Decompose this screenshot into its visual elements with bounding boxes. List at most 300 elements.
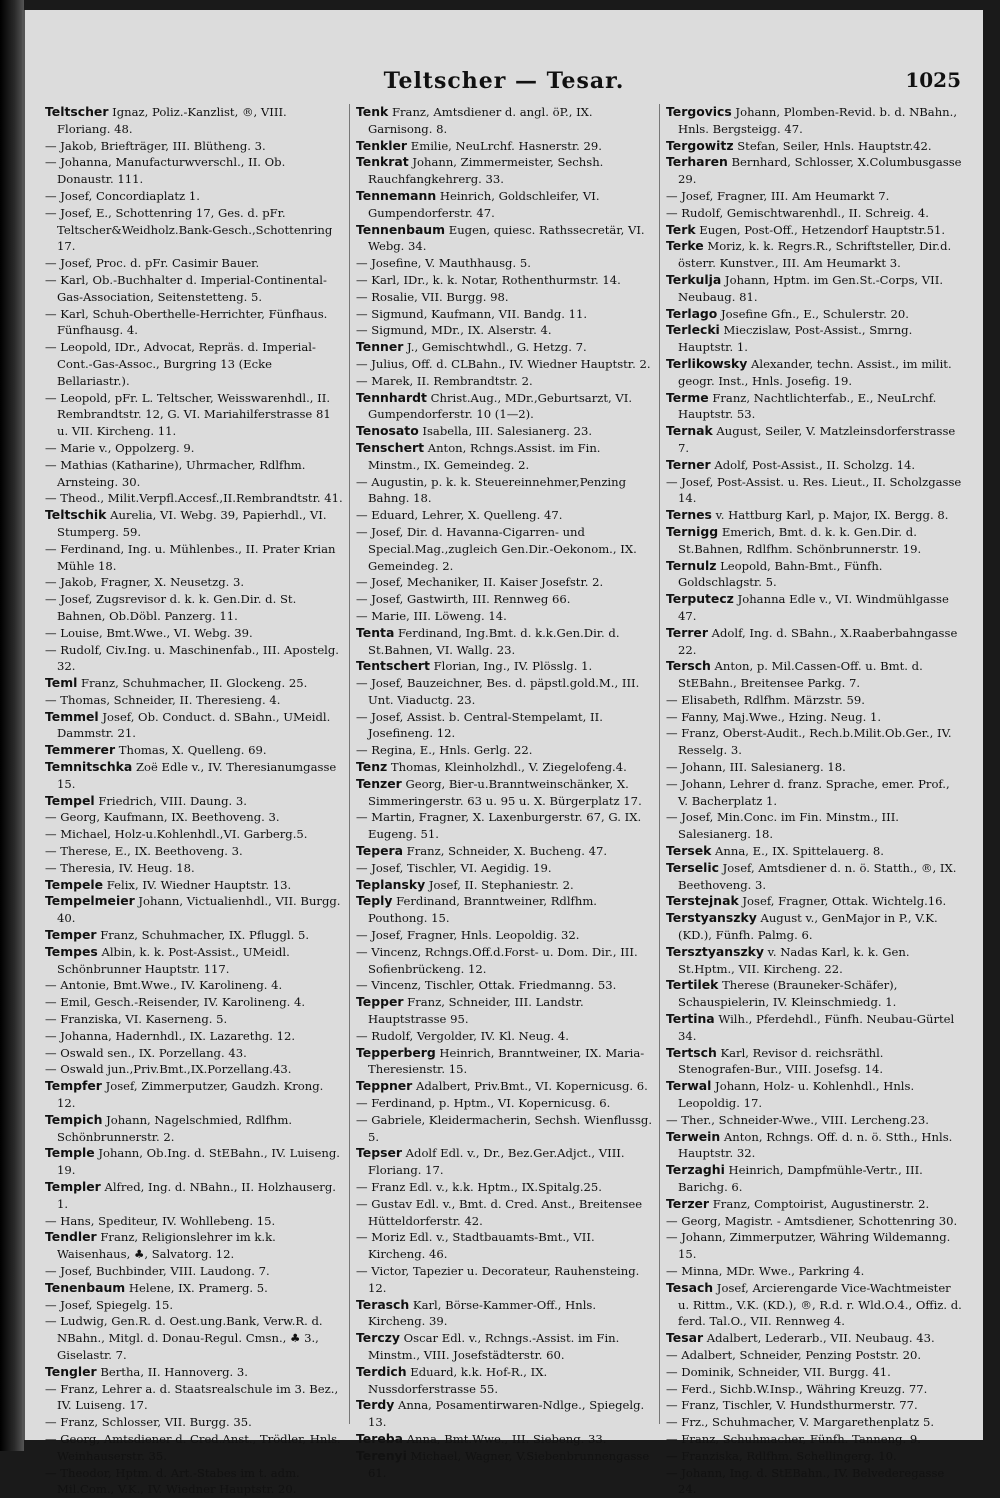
entry-details: Adolf, Post-Assist., II. Scholzg. 14. bbox=[710, 457, 916, 472]
directory-entry bbox=[356, 1397, 653, 1431]
directory-entry bbox=[356, 322, 653, 339]
entry-details: — Josef, Zugsrevisor d. k. k. Gen.Dir. d. St. Bahnen, Ob.Döbl. Panzerg. 11. bbox=[45, 592, 297, 623]
entry-details: Adalbert, Priv.Bmt., VI. Kopernicusg. 6. bbox=[412, 1079, 648, 1094]
directory-entry bbox=[356, 138, 653, 155]
entry-details: Oscar Edl. v., Rchngs.-Assist. im Fin. Minstm., VIII. Josefstädterstr. 60. bbox=[368, 1331, 620, 1362]
directory-entry bbox=[45, 977, 343, 994]
directory-entry bbox=[666, 356, 963, 390]
entry-details: — Michael, Holz-u.Kohlenhdl.,VI. Garberg.5. bbox=[45, 827, 308, 842]
directory-entry bbox=[666, 1213, 963, 1230]
directory-entry bbox=[666, 776, 963, 810]
entry-surname: Terlago bbox=[666, 305, 718, 321]
entry-surname: Tennhardt bbox=[356, 389, 427, 405]
entry-surname: Tenkler bbox=[356, 137, 408, 153]
entry-details: Adolf Edl. v., Dr., Bez.Ger.Adjct., VIII. Floriang. 17. bbox=[368, 1146, 625, 1178]
entry-surname: Tentschert bbox=[356, 658, 430, 674]
directory-entry bbox=[666, 205, 963, 222]
directory-entry bbox=[45, 1280, 343, 1297]
directory-entry bbox=[666, 390, 963, 424]
directory-entry bbox=[45, 104, 343, 138]
directory-entry bbox=[45, 994, 343, 1011]
entry-details: Moriz, k. k. Regrs.R., Schriftsteller, Dir.d. österr. Kunstver., III. Am Heumarkt 3. bbox=[678, 239, 952, 271]
entry-details: — Josef, Min.Conc. im Fin. Minstm., III. Salesianerg. 18. bbox=[666, 810, 899, 842]
directory-entry bbox=[356, 1112, 653, 1146]
entry-details: — Johann, Zimmerputzer, Währing Wildemanng. 15. bbox=[666, 1230, 951, 1262]
entry-details: Friedrich, VIII. Daung. 3. bbox=[94, 793, 247, 808]
entry-surname: Terdy bbox=[356, 1397, 395, 1413]
entry-surname: Terharen bbox=[666, 154, 728, 170]
page-header bbox=[25, 62, 983, 98]
entry-details: — Theodor, Hptm. d. Art.-Stabes im t. adm. Mil.Com., V.K., IV. Wiedner Hauptstr. 20. bbox=[45, 1465, 300, 1497]
directory-entry bbox=[666, 1112, 963, 1129]
entry-details: — Fanny, Maj.Wwe., Hzing. Neug. 1. bbox=[666, 709, 882, 724]
entry-details: — Johann, III. Salesianerg. 18. bbox=[666, 760, 846, 775]
directory-entry bbox=[356, 255, 653, 272]
directory-entry bbox=[666, 272, 963, 306]
directory-entry bbox=[45, 709, 343, 743]
directory-entry bbox=[45, 1179, 343, 1213]
directory-entry bbox=[666, 944, 963, 978]
entry-details: — Gabriele, Kleidermacherin, Sechsh. Wienflussg. 5. bbox=[356, 1112, 653, 1144]
entry-details: Adalbert, Lederarb., VII. Neubaug. 43. bbox=[703, 1331, 935, 1346]
directory-entry bbox=[45, 1045, 343, 1062]
directory-entry bbox=[666, 1448, 963, 1465]
entry-surname: Tennemann bbox=[356, 187, 437, 203]
entry-surname: Tergovics bbox=[666, 104, 732, 119]
directory-entry bbox=[45, 860, 343, 877]
entry-details: Franz, Amtsdiener d. angl. öP., IX. Garnisong. 8. bbox=[368, 105, 593, 136]
entry-surname: Temmel bbox=[45, 708, 99, 724]
entry-details: — Karl, IDr., k. k. Notar, Rothenthurmstr. 14. bbox=[356, 272, 621, 287]
directory-entry bbox=[666, 138, 963, 155]
directory-entry bbox=[666, 977, 963, 1011]
directory-entry bbox=[666, 1414, 963, 1431]
entry-surname: Teppner bbox=[356, 1078, 413, 1094]
entry-surname: Terme bbox=[666, 389, 709, 405]
entry-details: Anton, Rchngs. Off. d. n. ö. Stth., Hnls. Hauptstr. 32. bbox=[678, 1129, 953, 1161]
entry-surname: Teml bbox=[45, 675, 78, 691]
directory-entry bbox=[45, 1297, 343, 1314]
entry-details: — Theod., Milit.Verpfl.Accesf.,II.Rembrandtstr. 41. bbox=[45, 491, 343, 506]
entry-details: Michael, Wagner, V.Siebenbrunnengasse 61. bbox=[368, 1448, 650, 1480]
directory-entry bbox=[356, 843, 653, 860]
directory-entry bbox=[45, 255, 343, 272]
directory-entry bbox=[356, 1263, 653, 1297]
entry-details: — Ludwig, Gen.R. d. Oest.ung.Bank, Verw.R. d. NBahn., Mitgl. d. Donau-Regul. Cmsn., ♣ 3., Giselastr. 7. bbox=[45, 1314, 323, 1362]
entry-details: Anna, E., IX. Spittelauerg. 8. bbox=[711, 844, 884, 859]
entry-details: — Leopold, IDr., Advocat, Repräs. d. Imperial-Cont.-Gas-Assoc., Burgring 13 (Ecke Bellariastr.). bbox=[45, 340, 316, 388]
entry-surname: Tertsch bbox=[666, 1044, 717, 1060]
entry-details: — Johann, Ing. d. StEBahn., IV. Belvederegasse 24. bbox=[666, 1465, 945, 1497]
directory-entry bbox=[45, 138, 343, 155]
directory-entry bbox=[666, 725, 963, 759]
entry-details: — Adalbert, Schneider, Penzing Poststr. 20. bbox=[666, 1347, 922, 1362]
directory-entry bbox=[356, 423, 653, 440]
entry-details: Ferdinand, Branntweiner, Rdlfhm. Pouthong. 15. bbox=[368, 894, 597, 926]
directory-entry bbox=[356, 1179, 653, 1196]
directory-entry bbox=[45, 457, 343, 491]
directory-entry bbox=[356, 1095, 653, 1112]
entry-details: — Elisabeth, Rdlfhm. Märzstr. 59. bbox=[666, 692, 865, 707]
entry-details: Johann, Victualienhdl., VII. Burgg. 40. bbox=[57, 894, 341, 926]
entry-details: Franz, Comptoirist, Augustinerstr. 2. bbox=[709, 1196, 930, 1211]
directory-entry bbox=[45, 1028, 343, 1045]
directory-entry bbox=[666, 692, 963, 709]
entry-details: Josef, Ob. Conduct. d. SBahn., UMeidl. Dammstr. 21. bbox=[57, 709, 331, 741]
entry-surname: Tenenbaum bbox=[45, 1279, 126, 1295]
entry-details: — Theresia, IV. Heug. 18. bbox=[45, 860, 195, 875]
entry-surname: Terner bbox=[666, 456, 711, 472]
entry-surname: Tepper bbox=[356, 994, 404, 1010]
directory-entry bbox=[45, 1381, 343, 1415]
directory-entry bbox=[45, 591, 343, 625]
directory-entry bbox=[666, 759, 963, 776]
directory-entry bbox=[45, 675, 343, 692]
entry-details: — Josef, Bauzeichner, Bes. d. päpstl.gold.M., III. Unt. Viaductg. 23. bbox=[356, 676, 640, 707]
entry-surname: Terstyanszky bbox=[666, 910, 757, 926]
entry-details: Felix, IV. Wiedner Hauptstr. 13. bbox=[103, 877, 292, 892]
directory-entry bbox=[356, 809, 653, 843]
book-spine-shadow bbox=[0, 0, 24, 1451]
directory-entry bbox=[45, 759, 343, 793]
entry-surname: Temper bbox=[45, 927, 97, 943]
directory-entry bbox=[666, 524, 963, 558]
entry-surname: Tesach bbox=[666, 1279, 714, 1295]
entry-details: — Franz, Lehrer a. d. Staatsrealschule im 3. Bez., IV. Luiseng. 17. bbox=[45, 1381, 339, 1413]
entry-surname: Terke bbox=[666, 238, 704, 254]
entry-details: — Louise, Bmt.Wwe., VI. Webg. 39. bbox=[45, 625, 253, 640]
entry-surname: Tempele bbox=[45, 876, 104, 892]
entry-surname: Tennenbaum bbox=[356, 221, 446, 237]
directory-entry bbox=[666, 1364, 963, 1381]
entry-details: — Hans, Spediteur, IV. Wohllebeng. 15. bbox=[45, 1213, 276, 1228]
directory-entry bbox=[45, 1414, 343, 1431]
entry-surname: Ternulz bbox=[666, 557, 717, 573]
entry-details: — Emil, Gesch.-Reisender, IV. Karolineng. 4. bbox=[45, 995, 306, 1010]
entry-details: Bertha, II. Hannoverg. 3. bbox=[96, 1364, 248, 1379]
directory-entry bbox=[666, 1330, 963, 1347]
directory-entry bbox=[356, 1364, 653, 1398]
directory-entry bbox=[666, 893, 963, 910]
directory-entry bbox=[356, 927, 653, 944]
entry-details: — Franz, Tischler, V. Hundsthurmerstr. 77. bbox=[666, 1398, 918, 1413]
directory-entry bbox=[356, 591, 653, 608]
directory-entry bbox=[45, 642, 343, 676]
entry-details: Johanna Edle v., VI. Windmühlgasse 47. bbox=[678, 592, 949, 623]
entry-details: — Moriz Edl. v., Stadtbauamts-Bmt., VII. Kircheng. 46. bbox=[356, 1230, 595, 1262]
entry-details: Christ.Aug., MDr.,Geburtsarzt, VI. Gumpendorferstr. 10 (1—2). bbox=[368, 390, 633, 422]
directory-entry bbox=[356, 574, 653, 591]
directory-entry bbox=[356, 776, 653, 810]
entry-details: Anna, Posamentirwaren-Ndlge., Spiegelg. 13. bbox=[368, 1398, 645, 1430]
entry-surname: Ternak bbox=[666, 423, 713, 439]
entry-details: — Josef, Fragner, Hnls. Leopoldig. 32. bbox=[356, 928, 580, 943]
directory-entry bbox=[666, 423, 963, 457]
entry-details: — Georg, Magistr. - Amtsdiener, Schottenring 30. bbox=[666, 1213, 958, 1228]
directory-entry bbox=[356, 1448, 653, 1482]
entry-details: Johann, Zimmermeister, Sechsh. Rauchfangkehrerg. 33. bbox=[368, 155, 604, 187]
entry-surname: Terenyi bbox=[356, 1447, 407, 1463]
entry-details: August, Seiler, V. Matzleinsdorferstrasse 7. bbox=[678, 424, 956, 455]
entry-details: Zoë Edle v., IV. Theresianumgasse 15. bbox=[57, 760, 337, 791]
directory-entry bbox=[45, 541, 343, 575]
entry-details: Helene, IX. Pramerg. 5. bbox=[125, 1280, 268, 1295]
entry-surname: Tenta bbox=[356, 624, 395, 640]
directory-entry bbox=[666, 1045, 963, 1079]
directory-entry bbox=[45, 793, 343, 810]
directory-entry bbox=[356, 339, 653, 356]
entry-details: v. Nadas Karl, k. k. Gen. St.Hptm., VII. Kircheng. 22. bbox=[678, 944, 910, 976]
entry-surname: Teltscher bbox=[45, 104, 109, 119]
entry-details: — Vincenz, Rchngs.Off.d.Forst- u. Dom. Dir., III. Sofienbrückeng. 12. bbox=[356, 944, 638, 976]
directory-entry bbox=[356, 474, 653, 508]
entry-details: Alexander, techn. Assist., im milit. geogr. Inst., Hnls. Josefig. 19. bbox=[678, 356, 952, 388]
directory-entry bbox=[666, 1381, 963, 1398]
entry-surname: Ternes bbox=[666, 507, 712, 523]
entry-surname: Tenk bbox=[356, 104, 389, 119]
entry-surname: Templer bbox=[45, 1179, 101, 1194]
directory-entry bbox=[356, 977, 653, 994]
directory-entry bbox=[356, 759, 653, 776]
entry-details: — Oswald jun.,Priv.Bmt.,IX.Porzellang.43. bbox=[45, 1062, 292, 1077]
directory-entry bbox=[45, 490, 343, 507]
entry-surname: Terzaghi bbox=[666, 1162, 725, 1178]
entry-surname: Temnitschka bbox=[45, 759, 133, 775]
directory-entry bbox=[666, 222, 963, 239]
directory-entry bbox=[666, 322, 963, 356]
directory-entry bbox=[45, 1431, 343, 1465]
entry-details: — Oswald sen., IX. Porzellang. 43. bbox=[45, 1045, 247, 1060]
entry-details: Josef, II. Stephaniestr. 2. bbox=[425, 877, 574, 892]
entry-details: — Mathias (Katharine), Uhrmacher, Rdlfhm. Arnsteing. 30. bbox=[45, 457, 306, 489]
entry-details: Ignaz, Poliz.-Kanzlist, ®, VIII. Floriang. 48. bbox=[57, 105, 287, 136]
entry-details: Florian, Ing., IV. Plösslg. 1. bbox=[429, 659, 593, 674]
entry-details: Eugen, quiesc. Rathssecretär, VI. Webg. 34. bbox=[368, 222, 645, 254]
entry-details: — Josef, Spiegelg. 15. bbox=[45, 1297, 174, 1312]
directory-entry bbox=[45, 339, 343, 389]
column-middle bbox=[349, 104, 659, 1480]
directory-entry bbox=[356, 877, 653, 894]
directory-entry bbox=[356, 507, 653, 524]
entry-details: Georg, Bier-u.Branntweinschänker, X. Simmeringerstr. 63 u. 95 u. X. Bürgerplatz 17. bbox=[368, 776, 642, 808]
entry-details: — Therese, E., IX. Beethoveng. 3. bbox=[45, 844, 243, 859]
directory-entry bbox=[666, 457, 963, 474]
entry-surname: Tepperberg bbox=[356, 1044, 436, 1060]
entry-surname: Tempich bbox=[45, 1111, 103, 1127]
entry-details: Anna, Bmt.Wwe., III. Siebeng. 33. bbox=[402, 1431, 607, 1446]
entry-details: — Vincenz, Tischler, Ottak. Friedmanng. 53. bbox=[356, 978, 617, 993]
column-left bbox=[39, 104, 349, 1497]
entry-details: Eduard, k.k. Hof-R., IX. Nussdorferstrasse 55. bbox=[368, 1364, 548, 1396]
directory-entry bbox=[356, 1229, 653, 1263]
entry-details: Mieczislaw, Post-Assist., Smrng. Hauptstr. 1. bbox=[678, 323, 913, 355]
directory-entry bbox=[666, 1397, 963, 1414]
entry-details: — Karl, Schuh-Oberthelle-Herrichter, Fünfhaus. Fünfhausg. 4. bbox=[45, 306, 328, 338]
entry-surname: Terselic bbox=[666, 859, 719, 875]
entry-details: — Sigmund, Kaufmann, VII. Bandg. 11. bbox=[356, 306, 588, 321]
entry-details: — Josef, E., Schottenring 17, Ges. d. pFr. Teltscher&Weidholz.Bank-Gesch.,Schottenring 17. bbox=[45, 205, 333, 254]
directory-entry bbox=[45, 843, 343, 860]
directory-entry bbox=[356, 1431, 653, 1448]
entry-surname: Tempes bbox=[45, 943, 98, 959]
entry-surname: Tergowitz bbox=[666, 137, 734, 153]
directory-entry bbox=[45, 507, 343, 541]
entry-surname: Tempelmeier bbox=[45, 893, 135, 909]
entry-surname: Terzer bbox=[666, 1195, 710, 1211]
entry-details: — Karl, Ob.-Buchhalter d. Imperial-Continental-Gas-Association, Seitenstetteng. 5. bbox=[45, 272, 327, 304]
entry-details: Karl, Revisor d. reichsräthl. Stenografen-Bur., VIII. Josefsg. 14. bbox=[678, 1045, 884, 1077]
entry-details: Josef, Zimmerputzer, Gaudzh. Krong. 12. bbox=[57, 1079, 324, 1111]
directory-entry bbox=[45, 272, 343, 306]
entry-details: — Dominik, Schneider, VII. Burgg. 41. bbox=[666, 1364, 891, 1379]
entry-details: Josef, Arcierengarde Vice-Wachtmeister u. Rittm., V.K. (KD.), ®, R.d. r. Wld.O.4., Offiz. d. ferd. Tal.O., VII. Rennweg 4. bbox=[678, 1280, 962, 1329]
entry-details: Franz, Religionslehrer im k.k. Waisenhaus, ♣, Salvatorg. 12. bbox=[57, 1230, 276, 1262]
directory-entry bbox=[45, 826, 343, 843]
directory-entry bbox=[666, 474, 963, 508]
entry-surname: Terrer bbox=[666, 624, 708, 640]
entry-surname: Teplansky bbox=[356, 876, 426, 892]
entry-surname: Tenz bbox=[356, 759, 388, 775]
entry-surname: Terstejnak bbox=[666, 893, 739, 909]
entry-surname: Terk bbox=[666, 221, 696, 237]
entry-details: — Martin, Fragner, X. Laxenburgerstr. 67, G. IX. Eugeng. 51. bbox=[356, 810, 642, 842]
directory-entry bbox=[356, 608, 653, 625]
entry-details: — Josef, Assist. b. Central-Stempelamt, II. Josefineng. 12. bbox=[356, 709, 603, 741]
entry-details: — Eduard, Lehrer, X. Quelleng. 47. bbox=[356, 508, 563, 523]
entry-surname: Tengler bbox=[45, 1363, 97, 1379]
entry-details: Karl, Börse-Kammer-Off., Hnls. Kircheng. 39. bbox=[368, 1297, 597, 1329]
entry-details: — Josefine, V. Mauthhausg. 5. bbox=[356, 256, 531, 271]
entry-details: Emilie, NeuLrchf. Hasnerstr. 29. bbox=[407, 138, 602, 153]
entry-surname: Tersch bbox=[666, 658, 711, 674]
entry-surname: Ternigg bbox=[666, 523, 719, 539]
directory-entry bbox=[666, 1011, 963, 1045]
entry-details: Franz, Nachtlichterfab., E., NeuLrchf. Hauptstr. 53. bbox=[678, 390, 937, 422]
entry-surname: Tepera bbox=[356, 843, 403, 859]
directory-entry bbox=[45, 893, 343, 927]
entry-details: Josef, Amtsdiener d. n. ö. Statth., ®, IX. Beethoveng. 3. bbox=[678, 860, 957, 892]
entry-details: Thomas, Kleinholzhdl., V. Ziegelofeng.4. bbox=[387, 760, 627, 775]
directory-entry bbox=[666, 809, 963, 843]
entry-details: — Josef, Proc. d. pFr. Casimir Bauer. bbox=[45, 256, 260, 271]
directory-entry bbox=[45, 306, 343, 340]
entry-details: — Victor, Tapezier u. Decorateur, Rauhensteing. 12. bbox=[356, 1263, 640, 1295]
entry-surname: Teltschik bbox=[45, 507, 107, 523]
directory-entry bbox=[45, 1078, 343, 1112]
entry-surname: Terlikowsky bbox=[666, 355, 748, 371]
directory-entry bbox=[356, 154, 653, 188]
entry-details: Josefine Gfn., E., Schulerstr. 20. bbox=[717, 306, 909, 321]
directory-entry bbox=[45, 1213, 343, 1230]
entry-surname: Tenosato bbox=[356, 423, 419, 439]
entry-details: — Leopold, pFr. L. Teltscher, Weisswarenhdl., II. Rembrandtstr. 12, G. VI. Mariahilferstrasse 81 u. VII. Kircheng. 11. bbox=[45, 390, 331, 439]
entry-details: — Josef, Buchbinder, VIII. Laudong. 7. bbox=[45, 1263, 270, 1278]
directory-entry bbox=[45, 742, 343, 759]
directory-entry bbox=[356, 222, 653, 256]
directory-entry bbox=[666, 843, 963, 860]
directory-entry bbox=[666, 709, 963, 726]
entry-details: — Ferdinand, Ing. u. Mühlenbes., II. Prater Krian Mühle 18. bbox=[45, 541, 336, 573]
entry-details: — Josef, Tischler, VI. Aegidig. 19. bbox=[356, 860, 552, 875]
directory-entry bbox=[356, 1196, 653, 1230]
entry-surname: Terwein bbox=[666, 1128, 721, 1144]
directory-entry bbox=[666, 591, 963, 625]
entry-surname: Terlecki bbox=[666, 322, 720, 338]
entry-details: — Gustav Edl. v., Bmt. d. Cred. Anst., Breitensee Hütteldorferstr. 42. bbox=[356, 1196, 643, 1228]
entry-details: — Josef, Dir. d. Havanna-Cigarren- und Special.Mag.,zugleich Gen.Dir.-Oekonom., IX. Gemeindeg. 2. bbox=[356, 524, 637, 573]
directory-entry bbox=[45, 1011, 343, 1028]
directory-entry bbox=[45, 809, 343, 826]
directory-entry bbox=[45, 1061, 343, 1078]
entry-surname: Tempfer bbox=[45, 1078, 102, 1094]
entry-details: — Johanna, Manufacturwverschl., II. Ob. Donaustr. 111. bbox=[45, 155, 286, 187]
entry-surname: Terkulja bbox=[666, 271, 722, 287]
directory-entry bbox=[666, 860, 963, 894]
entry-details: Heinrich, Dampfmühle-Vertr., III. Barichg. 6. bbox=[678, 1163, 923, 1194]
entry-details: — Ferdinand, p. Hptm., VI. Kopernicusg. 6. bbox=[356, 1096, 611, 1111]
entry-details: Franz, Schneider, III. Landstr. Hauptstrasse 95. bbox=[368, 995, 584, 1027]
entry-surname: Tenkrat bbox=[356, 154, 409, 170]
directory-entry bbox=[356, 625, 653, 659]
directory-entry bbox=[45, 1465, 343, 1498]
directory-entry bbox=[45, 1263, 343, 1280]
entry-details: Franz, Schneider, X. Bucheng. 47. bbox=[402, 844, 608, 859]
directory-entry bbox=[356, 675, 653, 709]
entry-details: Josef, Fragner, Ottak. Wichtelg.16. bbox=[738, 894, 947, 909]
entry-details: — Rudolf, Gemischtwarenhdl., II. Schreig. 4. bbox=[666, 205, 929, 220]
entry-surname: Tersztyanszky bbox=[666, 943, 764, 959]
directory-entry bbox=[356, 306, 653, 323]
directory-entry bbox=[356, 709, 653, 743]
entry-details: — Marie, III. Löweng. 14. bbox=[356, 608, 507, 623]
entry-details: Johann, Ob.Ing. d. StEBahn., IV. Luiseng. 19. bbox=[57, 1146, 340, 1178]
entry-details: — Franz Edl. v., k.k. Hptm., IX.Spitalg.25. bbox=[356, 1180, 602, 1194]
entry-details: Aurelia, VI. Webg. 39, Papierhdl., VI. Stumperg. 59. bbox=[57, 508, 327, 539]
entry-details: Alfred, Ing. d. NBahn., II. Holzhauserg. 1. bbox=[57, 1180, 336, 1211]
directory-entry bbox=[356, 893, 653, 927]
page-number: 1025 bbox=[905, 68, 961, 92]
directory-entry bbox=[666, 1465, 963, 1498]
entry-details: Adolf, Ing. d. SBahn., X.Raaberbahngasse 22. bbox=[678, 625, 958, 657]
directory-entry bbox=[356, 272, 653, 289]
entry-details: Isabella, III. Salesianerg. 23. bbox=[418, 424, 593, 439]
column-right bbox=[659, 104, 969, 1497]
directory-entry bbox=[666, 238, 963, 272]
entry-details: — Georg, Kaufmann, IX. Beethoveng. 3. bbox=[45, 810, 280, 825]
entry-details: J., Gemischtwhdl., G. Hetzg. 7. bbox=[403, 340, 587, 355]
entry-details: — Franz, Oberst-Audit., Rech.b.Milit.Ob.Ger., IV. Resselg. 3. bbox=[666, 726, 952, 758]
entry-details: Bernhard, Schlosser, X.Columbusgasse 29. bbox=[678, 155, 962, 187]
entry-surname: Tertilek bbox=[666, 977, 719, 993]
entry-details: — Sigmund, MDr., IX. Alserstr. 4. bbox=[356, 323, 552, 338]
directory-entry bbox=[666, 1129, 963, 1163]
entry-details: — Franz, Schuhmacher, Fünfh. Tanneng. 9. bbox=[666, 1431, 921, 1446]
directory-entry bbox=[356, 356, 653, 373]
entry-details: — Georg, Amtsdiener d. Cred.Anst., Trödler, Hnls. Weinhauserstr. 35. bbox=[45, 1431, 341, 1463]
entry-details: — Thomas, Schneider, II. Theresieng. 4. bbox=[45, 692, 281, 707]
entry-surname: Temmerer bbox=[45, 742, 116, 758]
directory-entry bbox=[666, 1263, 963, 1280]
entry-details: — Josef, Fragner, III. Am Heumarkt 7. bbox=[666, 188, 890, 203]
directory-entry bbox=[45, 205, 343, 255]
directory-entry bbox=[356, 994, 653, 1028]
directory-entry bbox=[45, 574, 343, 591]
directory-entry bbox=[356, 1078, 653, 1095]
directory-entry bbox=[356, 188, 653, 222]
entry-details: — Antonie, Bmt.Wwe., IV. Karolineng. 4. bbox=[45, 978, 283, 993]
directory-entry bbox=[356, 1045, 653, 1079]
directory-entry bbox=[356, 289, 653, 306]
